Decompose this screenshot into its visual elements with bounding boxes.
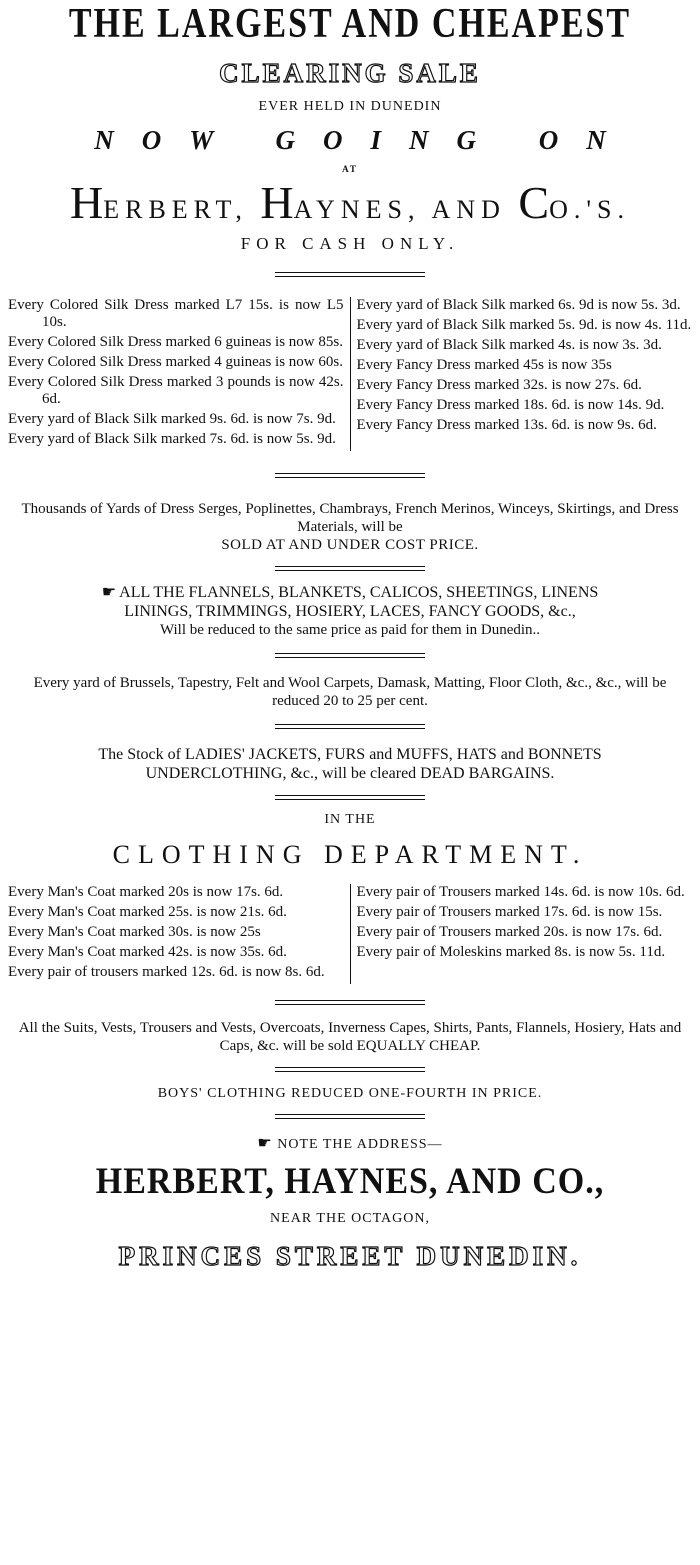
near-octagon: NEAR THE OCTAGON, bbox=[270, 1211, 430, 1226]
firm-initial-h: H bbox=[70, 177, 104, 228]
price-item: Every Man's Coat marked 25s. is now 21s. 6d. bbox=[8, 904, 287, 920]
firm-part-co: O.'S. bbox=[549, 195, 630, 224]
firm-heading bbox=[0, 176, 700, 230]
serges-cost-price: SOLD AT AND UNDER COST PRICE. bbox=[221, 537, 479, 553]
price-item: Every Colored Silk Dress marked 4 guineas is now 60s. bbox=[8, 354, 343, 370]
price-item: Every Colored Silk Dress marked 3 pounds is now 42s. 6d. bbox=[8, 374, 344, 407]
divider bbox=[275, 724, 425, 729]
firm-initial-h2: H bbox=[260, 177, 294, 228]
price-item: Every yard of Black Silk marked 4s. is now 3s. 3d. bbox=[356, 337, 662, 353]
boys-clothing-line: BOYS' CLOTHING REDUCED ONE-FOURTH IN PRICE. bbox=[157, 1086, 543, 1101]
divider bbox=[275, 795, 425, 800]
note-address-text: NOTE THE ADDRESS— bbox=[277, 1137, 443, 1152]
clothing-department: CLOTHING DEPARTMENT. bbox=[112, 840, 588, 869]
price-item: Every pair of Trousers marked 20s. is now 17s. 6d. bbox=[356, 924, 663, 940]
divider bbox=[275, 566, 425, 571]
stock-line-1: The Stock of LADIES' JACKETS, FURS and MUFFS, HATS and BONNETS bbox=[98, 746, 602, 763]
divider bbox=[275, 653, 425, 658]
flannels-line-3: Will be reduced to the same price as paid for them in Dunedin.. bbox=[159, 622, 541, 638]
price-item: Every pair of Moleskins marked 8s. is now 5s. 11d. bbox=[356, 944, 666, 960]
in-the: IN THE bbox=[324, 812, 376, 827]
price-item: Every Colored Silk Dress marked L7 15s. is now L5 10s. bbox=[8, 297, 344, 330]
advertisement bbox=[0, 2, 700, 1272]
divider bbox=[275, 473, 425, 478]
firm-part-and: AND bbox=[431, 195, 506, 224]
clothing-left-column bbox=[8, 884, 351, 984]
price-item: Every pair of trousers marked 12s. 6d. is now 8s. 6d. bbox=[8, 964, 325, 980]
firm-part-herbert: ERBERT, bbox=[103, 195, 248, 224]
flannels-line-1 bbox=[6, 583, 694, 602]
price-item: Every pair of Trousers marked 14s. 6d. is now 10s. 6d. bbox=[356, 884, 685, 900]
flannels-line-2: LININGS, TRIMMINGS, HOSIERY, LACES, FANCY GOODS, &c., bbox=[124, 603, 576, 620]
divider bbox=[275, 272, 425, 277]
price-item: Every Man's Coat marked 42s. is now 35s. 6d. bbox=[8, 944, 287, 960]
stock-line-2: UNDERCLOTHING, &c., will be cleared DEAD BARGAINS. bbox=[145, 765, 555, 782]
cash-only: FOR CASH ONLY. bbox=[240, 234, 460, 253]
headline: THE LARGEST AND CHEAPEST bbox=[68, 0, 632, 47]
clothing-columns bbox=[8, 884, 692, 984]
price-item: Every pair of Trousers marked 17s. 6d. is now 15s. bbox=[356, 904, 663, 920]
pointing-hand-icon: ☛ bbox=[101, 584, 117, 601]
clothing-right-column bbox=[351, 884, 693, 984]
carpets-paragraph: Every yard of Brussels, Tapestry, Felt and Wool Carpets, Damask, Matting, Floor Cloth, &c., &c., will be reduced 20 to 25 per cent. bbox=[33, 675, 667, 709]
price-item: Every Colored Silk Dress marked 6 guineas is now 85s. bbox=[8, 334, 343, 350]
price-item: Every yard of Black Silk marked 6s. 9d is now 5s. 3d. bbox=[356, 297, 681, 313]
price-item: Every yard of Black Silk marked 9s. 6d. is now 7s. 9d. bbox=[8, 411, 336, 427]
now-going-on: NOW GOING ON bbox=[94, 125, 634, 155]
price-item: Every Man's Coat marked 20s is now 17s. 6d. bbox=[8, 884, 284, 900]
serges-paragraph: Thousands of Yards of Dress Serges, Poplinettes, Chambrays, French Merinos, Winceys, Skirtings, and Dress Materials, will be bbox=[21, 501, 679, 535]
note-address bbox=[0, 1133, 700, 1153]
price-item: Every Fancy Dress marked 32s. is now 27s. 6d. bbox=[356, 377, 642, 393]
ever-held-line: EVER HELD IN DUNEDIN bbox=[258, 99, 442, 114]
pointing-hand-icon: ☛ bbox=[257, 1135, 273, 1152]
subhead: CLEARING SALE bbox=[219, 58, 481, 88]
at-label: AT bbox=[342, 164, 358, 174]
price-item: Every yard of Black Silk marked 5s. 9d. is now 4s. 11d. bbox=[356, 317, 692, 333]
firm-part-haynes: AYNES, bbox=[293, 195, 421, 224]
divider bbox=[275, 1000, 425, 1005]
price-item: Every Fancy Dress marked 18s. 6d. is now 14s. 9d. bbox=[356, 397, 665, 413]
price-item: Every yard of Black Silk marked 7s. 6d. is now 5s. 9d. bbox=[8, 431, 336, 447]
flannels-line-1-text: ALL THE FLANNELS, BLANKETS, CALICOS, SHEETINGS, LINENS bbox=[119, 584, 599, 601]
price-item: Every Fancy Dress marked 45s is now 35s bbox=[356, 357, 612, 373]
suits-paragraph: All the Suits, Vests, Trousers and Vests, Overcoats, Inverness Capes, Shirts, Pants, Flannels, Hosiery, Hats and Caps, &c. will be sold EQUALLY CHEAP. bbox=[18, 1020, 682, 1054]
silk-columns bbox=[8, 297, 692, 451]
firm-initial-c: C bbox=[518, 177, 550, 228]
silk-left-column bbox=[8, 297, 351, 451]
firm-name: HERBERT, HAYNES, AND CO., bbox=[95, 1161, 605, 1202]
silk-right-column bbox=[351, 297, 693, 451]
price-item: Every Fancy Dress marked 13s. 6d. is now 9s. 6d. bbox=[356, 417, 657, 433]
divider bbox=[275, 1067, 425, 1072]
price-item: Every Man's Coat marked 30s. is now 25s bbox=[8, 924, 261, 940]
divider bbox=[275, 1114, 425, 1119]
princes-street: PRINCES STREET DUNEDIN. bbox=[118, 1241, 582, 1271]
